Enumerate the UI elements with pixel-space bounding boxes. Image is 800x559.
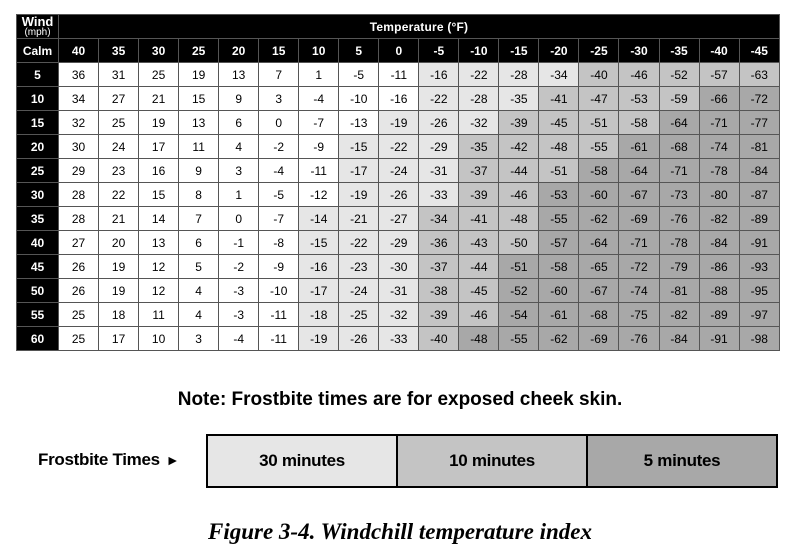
windchill-value-cell: -16 (419, 63, 459, 87)
windchill-value-cell: -15 (299, 231, 339, 255)
windchill-value-cell: 17 (99, 327, 139, 351)
windchill-value-cell: -12 (299, 183, 339, 207)
windchill-value-cell: -81 (739, 135, 779, 159)
windchill-value-cell: -22 (459, 63, 499, 87)
windchill-value-cell: -71 (699, 111, 739, 135)
table-row (17, 135, 780, 159)
windchill-value-cell: 25 (59, 303, 99, 327)
windchill-value-cell: -19 (379, 111, 419, 135)
windchill-value-cell: 4 (219, 135, 259, 159)
windchill-value-cell: 22 (99, 183, 139, 207)
windchill-value-cell: -39 (419, 303, 459, 327)
windchill-value-cell: 25 (99, 111, 139, 135)
windchill-value-cell: -82 (699, 207, 739, 231)
windchill-value-cell: -55 (579, 135, 619, 159)
windchill-value-cell: -63 (739, 63, 779, 87)
windchill-value-cell: -10 (339, 87, 379, 111)
windchill-value-cell: -10 (259, 279, 299, 303)
windchill-value-cell: -37 (459, 159, 499, 183)
temperature-column-header: -15 (499, 39, 539, 63)
windchill-value-cell: -13 (339, 111, 379, 135)
windchill-value-cell: -89 (699, 303, 739, 327)
legend-5-minutes: 5 minutes (586, 436, 776, 486)
windchill-value-cell: -67 (619, 183, 659, 207)
windchill-value-cell: 36 (59, 63, 99, 87)
windchill-value-cell: -44 (499, 159, 539, 183)
windchill-value-cell: -68 (579, 303, 619, 327)
wind-speed-cell: 20 (17, 135, 59, 159)
windchill-value-cell: -64 (579, 231, 619, 255)
windchill-value-cell: 13 (219, 63, 259, 87)
windchill-value-cell: 13 (139, 231, 179, 255)
windchill-chart (16, 14, 780, 351)
windchill-value-cell: -87 (739, 183, 779, 207)
legend-30-minutes: 30 minutes (208, 436, 396, 486)
windchill-value-cell: 3 (179, 327, 219, 351)
windchill-value-cell: -72 (739, 87, 779, 111)
windchill-value-cell: 23 (99, 159, 139, 183)
windchill-table (16, 14, 780, 351)
temperature-column-header: 40 (59, 39, 99, 63)
windchill-value-cell: 21 (99, 207, 139, 231)
windchill-value-cell: 26 (59, 255, 99, 279)
frostbite-legend-text: Frostbite Times (38, 450, 160, 469)
windchill-value-cell: -39 (459, 183, 499, 207)
windchill-value-cell: -14 (299, 207, 339, 231)
wind-speed-cell: 60 (17, 327, 59, 351)
wind-speed-cell: 5 (17, 63, 59, 87)
table-row (17, 159, 780, 183)
wind-unit-label: (mph) (24, 27, 51, 38)
windchill-value-cell: -71 (619, 231, 659, 255)
windchill-value-cell: -29 (419, 135, 459, 159)
windchill-value-cell: -5 (339, 63, 379, 87)
wind-speed-cell: 25 (17, 159, 59, 183)
windchill-value-cell: 30 (59, 135, 99, 159)
windchill-value-cell: -26 (419, 111, 459, 135)
windchill-value-cell: -35 (459, 135, 499, 159)
temperature-column-header: 25 (179, 39, 219, 63)
windchill-body (17, 63, 780, 351)
windchill-value-cell: -22 (379, 135, 419, 159)
windchill-value-cell: -60 (579, 183, 619, 207)
temperature-column-header: 5 (339, 39, 379, 63)
windchill-value-cell: -51 (579, 111, 619, 135)
windchill-value-cell: -58 (619, 111, 659, 135)
windchill-value-cell: -91 (739, 231, 779, 255)
wind-speed-cell: 35 (17, 207, 59, 231)
windchill-value-cell: 9 (219, 87, 259, 111)
windchill-value-cell: 14 (139, 207, 179, 231)
windchill-value-cell: 16 (139, 159, 179, 183)
windchill-value-cell: -32 (459, 111, 499, 135)
windchill-value-cell: 24 (99, 135, 139, 159)
windchill-value-cell: 15 (179, 87, 219, 111)
windchill-value-cell: -35 (499, 87, 539, 111)
temperature-column-header: 20 (219, 39, 259, 63)
frostbite-legend-label (38, 450, 179, 470)
windchill-value-cell: -72 (619, 255, 659, 279)
temperature-column-header: -35 (659, 39, 699, 63)
windchill-value-cell: -78 (659, 231, 699, 255)
table-row (17, 231, 780, 255)
table-row (17, 63, 780, 87)
windchill-value-cell: -28 (499, 63, 539, 87)
windchill-value-cell: -65 (579, 255, 619, 279)
windchill-value-cell: -52 (659, 63, 699, 87)
windchill-value-cell: 21 (139, 87, 179, 111)
wind-header-label: Wind (21, 14, 54, 29)
windchill-value-cell: -74 (699, 135, 739, 159)
windchill-value-cell: -21 (339, 207, 379, 231)
windchill-value-cell: -25 (339, 303, 379, 327)
windchill-value-cell: -57 (699, 63, 739, 87)
windchill-value-cell: -33 (419, 183, 459, 207)
windchill-value-cell: 7 (259, 63, 299, 87)
windchill-value-cell: -76 (659, 207, 699, 231)
windchill-value-cell: -80 (699, 183, 739, 207)
windchill-value-cell: -71 (659, 159, 699, 183)
windchill-value-cell: -34 (539, 63, 579, 87)
windchill-value-cell: -91 (699, 327, 739, 351)
legend-10-minutes: 10 minutes (396, 436, 586, 486)
windchill-value-cell: 4 (179, 279, 219, 303)
windchill-value-cell: -51 (499, 255, 539, 279)
windchill-value-cell: -55 (539, 207, 579, 231)
temperature-column-header: -20 (539, 39, 579, 63)
windchill-value-cell: -18 (299, 303, 339, 327)
windchill-value-cell: -45 (539, 111, 579, 135)
windchill-value-cell: -19 (339, 183, 379, 207)
temperature-column-header: -10 (459, 39, 499, 63)
windchill-value-cell: -22 (339, 231, 379, 255)
windchill-value-cell: -5 (259, 183, 299, 207)
windchill-value-cell: -45 (459, 279, 499, 303)
windchill-value-cell: -77 (739, 111, 779, 135)
windchill-value-cell: -46 (619, 63, 659, 87)
windchill-value-cell: 6 (179, 231, 219, 255)
windchill-value-cell: -17 (339, 159, 379, 183)
windchill-value-cell: 4 (179, 303, 219, 327)
windchill-value-cell: -3 (219, 303, 259, 327)
windchill-value-cell: 19 (99, 279, 139, 303)
windchill-value-cell: -34 (419, 207, 459, 231)
windchill-value-cell: 28 (59, 207, 99, 231)
windchill-value-cell: -58 (539, 255, 579, 279)
windchill-value-cell: -31 (419, 159, 459, 183)
windchill-value-cell: -53 (539, 183, 579, 207)
windchill-value-cell: 0 (259, 111, 299, 135)
windchill-value-cell: -89 (739, 207, 779, 231)
windchill-value-cell: -7 (299, 111, 339, 135)
windchill-value-cell: 3 (219, 159, 259, 183)
windchill-value-cell: 20 (99, 231, 139, 255)
windchill-value-cell: -2 (259, 135, 299, 159)
windchill-value-cell: -26 (339, 327, 379, 351)
wind-speed-cell: 30 (17, 183, 59, 207)
windchill-value-cell: -39 (499, 111, 539, 135)
windchill-value-cell: -11 (299, 159, 339, 183)
windchill-value-cell: -67 (579, 279, 619, 303)
windchill-value-cell: -17 (299, 279, 339, 303)
arrow-right-icon: ► (165, 452, 180, 468)
windchill-value-cell: -46 (499, 183, 539, 207)
windchill-value-cell: -82 (659, 303, 699, 327)
windchill-value-cell: 34 (59, 87, 99, 111)
temperature-column-header: 0 (379, 39, 419, 63)
frostbite-note: Note: Frostbite times are for exposed cheek skin. (177, 389, 623, 410)
windchill-value-cell: -55 (499, 327, 539, 351)
windchill-value-cell: -46 (459, 303, 499, 327)
windchill-value-cell: -44 (459, 255, 499, 279)
windchill-value-cell: -9 (259, 255, 299, 279)
windchill-value-cell: -23 (339, 255, 379, 279)
windchill-value-cell: -58 (579, 159, 619, 183)
windchill-value-cell: -31 (379, 279, 419, 303)
windchill-value-cell: -64 (619, 159, 659, 183)
windchill-value-cell: -50 (499, 231, 539, 255)
windchill-value-cell: -64 (659, 111, 699, 135)
windchill-value-cell: -41 (539, 87, 579, 111)
windchill-value-cell: -48 (539, 135, 579, 159)
temperature-column-header: -30 (619, 39, 659, 63)
wind-speed-cell: 55 (17, 303, 59, 327)
windchill-value-cell: -61 (619, 135, 659, 159)
windchill-value-cell: -74 (619, 279, 659, 303)
windchill-value-cell: -32 (379, 303, 419, 327)
windchill-value-cell: 32 (59, 111, 99, 135)
windchill-value-cell: -69 (579, 327, 619, 351)
windchill-value-cell: -59 (659, 87, 699, 111)
windchill-value-cell: -40 (419, 327, 459, 351)
temperature-column-header: -40 (699, 39, 739, 63)
windchill-value-cell: -11 (259, 303, 299, 327)
windchill-value-cell: 25 (139, 63, 179, 87)
windchill-value-cell: 1 (219, 183, 259, 207)
wind-speed-cell: 45 (17, 255, 59, 279)
windchill-value-cell: -7 (259, 207, 299, 231)
table-row (17, 255, 780, 279)
windchill-value-cell: -43 (459, 231, 499, 255)
temperature-column-header: -25 (579, 39, 619, 63)
temperature-header-row (17, 39, 780, 63)
windchill-value-cell: -68 (659, 135, 699, 159)
windchill-value-cell: -40 (579, 63, 619, 87)
windchill-value-cell: 31 (99, 63, 139, 87)
wind-speed-cell: 10 (17, 87, 59, 111)
windchill-value-cell: -16 (379, 87, 419, 111)
windchill-value-cell: -24 (379, 159, 419, 183)
windchill-value-cell: -1 (219, 231, 259, 255)
windchill-value-cell: 3 (259, 87, 299, 111)
windchill-value-cell: -76 (619, 327, 659, 351)
windchill-value-cell: -36 (419, 231, 459, 255)
windchill-value-cell: 5 (179, 255, 219, 279)
wind-speed-cell: 50 (17, 279, 59, 303)
windchill-value-cell: 28 (59, 183, 99, 207)
windchill-value-cell: 11 (179, 135, 219, 159)
temperature-title: Temperature (°F) (59, 15, 780, 39)
windchill-value-cell: -30 (379, 255, 419, 279)
windchill-value-cell: 15 (139, 183, 179, 207)
windchill-value-cell: -8 (259, 231, 299, 255)
windchill-value-cell: -62 (579, 207, 619, 231)
windchill-value-cell: -4 (219, 327, 259, 351)
table-row (17, 327, 780, 351)
wind-speed-cell: 15 (17, 111, 59, 135)
windchill-value-cell: -53 (619, 87, 659, 111)
windchill-value-cell: -28 (459, 87, 499, 111)
windchill-value-cell: -57 (539, 231, 579, 255)
table-row (17, 207, 780, 231)
frostbite-legend (206, 434, 778, 488)
windchill-value-cell: 29 (59, 159, 99, 183)
temperature-column-header: 35 (99, 39, 139, 63)
windchill-value-cell: -48 (459, 327, 499, 351)
windchill-value-cell: -60 (539, 279, 579, 303)
windchill-value-cell: -47 (579, 87, 619, 111)
windchill-value-cell: -3 (219, 279, 259, 303)
windchill-value-cell: -26 (379, 183, 419, 207)
windchill-value-cell: -42 (499, 135, 539, 159)
windchill-value-cell: 10 (139, 327, 179, 351)
windchill-value-cell: 0 (219, 207, 259, 231)
windchill-value-cell: 6 (219, 111, 259, 135)
windchill-value-cell: -16 (299, 255, 339, 279)
windchill-value-cell: -19 (299, 327, 339, 351)
figure-caption: Figure 3-4. Windchill temperature index (207, 519, 592, 544)
table-row (17, 279, 780, 303)
windchill-value-cell: -41 (459, 207, 499, 231)
windchill-value-cell: 9 (179, 159, 219, 183)
windchill-value-cell: -29 (379, 231, 419, 255)
windchill-value-cell: -95 (739, 279, 779, 303)
windchill-value-cell: -9 (299, 135, 339, 159)
calm-label: Calm (17, 39, 59, 63)
windchill-value-cell: 19 (179, 63, 219, 87)
windchill-value-cell: 19 (99, 255, 139, 279)
windchill-value-cell: -84 (659, 327, 699, 351)
windchill-value-cell: -24 (339, 279, 379, 303)
table-row (17, 183, 780, 207)
windchill-value-cell: -88 (699, 279, 739, 303)
temperature-column-header: 30 (139, 39, 179, 63)
windchill-value-cell: -69 (619, 207, 659, 231)
windchill-value-cell: -37 (419, 255, 459, 279)
windchill-value-cell: 8 (179, 183, 219, 207)
windchill-value-cell: 13 (179, 111, 219, 135)
wind-speed-cell: 40 (17, 231, 59, 255)
windchill-value-cell: -84 (699, 231, 739, 255)
temperature-column-header: -45 (739, 39, 779, 63)
windchill-value-cell: 7 (179, 207, 219, 231)
windchill-value-cell: -4 (299, 87, 339, 111)
wind-header-cell (17, 15, 59, 39)
windchill-value-cell: -98 (739, 327, 779, 351)
windchill-value-cell: 19 (139, 111, 179, 135)
windchill-value-cell: 17 (139, 135, 179, 159)
windchill-value-cell: -73 (659, 183, 699, 207)
temperature-column-header: 15 (259, 39, 299, 63)
windchill-value-cell: -15 (339, 135, 379, 159)
temperature-column-header: 10 (299, 39, 339, 63)
windchill-value-cell: -79 (659, 255, 699, 279)
windchill-value-cell: 26 (59, 279, 99, 303)
windchill-value-cell: 12 (139, 279, 179, 303)
table-row (17, 303, 780, 327)
windchill-value-cell: -86 (699, 255, 739, 279)
table-row (17, 111, 780, 135)
windchill-value-cell: 27 (99, 87, 139, 111)
windchill-value-cell: -81 (659, 279, 699, 303)
temperature-column-header: -5 (419, 39, 459, 63)
windchill-value-cell: 12 (139, 255, 179, 279)
windchill-value-cell: -61 (539, 303, 579, 327)
windchill-value-cell: -22 (419, 87, 459, 111)
windchill-value-cell: 27 (59, 231, 99, 255)
windchill-value-cell: -2 (219, 255, 259, 279)
windchill-value-cell: -38 (419, 279, 459, 303)
windchill-value-cell: -27 (379, 207, 419, 231)
windchill-value-cell: -97 (739, 303, 779, 327)
windchill-value-cell: -11 (259, 327, 299, 351)
windchill-value-cell: 11 (139, 303, 179, 327)
table-row (17, 87, 780, 111)
windchill-value-cell: -84 (739, 159, 779, 183)
windchill-value-cell: -4 (259, 159, 299, 183)
windchill-value-cell: -51 (539, 159, 579, 183)
windchill-value-cell: 25 (59, 327, 99, 351)
windchill-value-cell: 18 (99, 303, 139, 327)
windchill-value-cell: -48 (499, 207, 539, 231)
windchill-value-cell: -54 (499, 303, 539, 327)
windchill-value-cell: -66 (699, 87, 739, 111)
windchill-value-cell: -62 (539, 327, 579, 351)
windchill-value-cell: -75 (619, 303, 659, 327)
windchill-value-cell: 1 (299, 63, 339, 87)
windchill-value-cell: -33 (379, 327, 419, 351)
windchill-value-cell: -78 (699, 159, 739, 183)
windchill-value-cell: -11 (379, 63, 419, 87)
windchill-value-cell: -93 (739, 255, 779, 279)
windchill-value-cell: -52 (499, 279, 539, 303)
